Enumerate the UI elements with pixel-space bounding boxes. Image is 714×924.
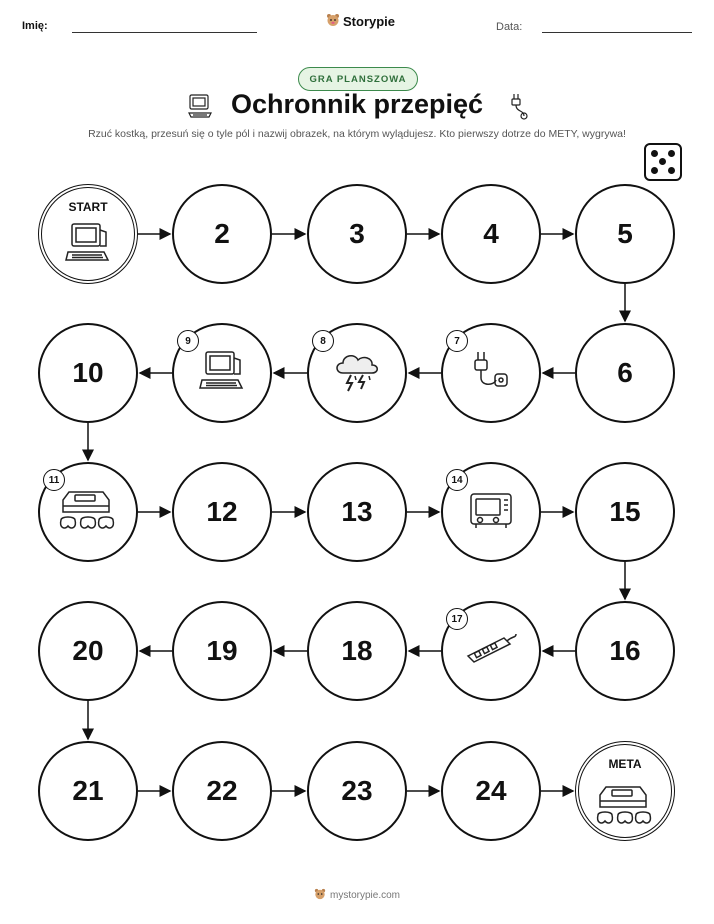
cell-number: 3 xyxy=(349,218,365,249)
board-cell-18 xyxy=(307,601,407,701)
board-cell-12 xyxy=(172,462,272,562)
cell-number: 15 xyxy=(609,496,641,527)
board-cell-24 xyxy=(441,741,541,841)
start-label: START xyxy=(68,200,108,214)
date-label: Data: xyxy=(496,21,523,33)
cell-number: 21 xyxy=(72,775,104,806)
cell-number: 4 xyxy=(483,218,499,249)
board-cell-19 xyxy=(172,601,272,701)
computer-icon xyxy=(64,222,112,269)
cell-number: 10 xyxy=(72,357,104,388)
board-cell-13 xyxy=(307,462,407,562)
board-cell-21 xyxy=(38,741,138,841)
board-cell-16 xyxy=(575,601,675,701)
cell-number: 16 xyxy=(609,635,641,666)
cell-number: 19 xyxy=(206,635,238,666)
cell-number: 24 xyxy=(475,775,507,806)
cell-number-badge: 17 xyxy=(446,608,468,630)
cell-number-badge: 14 xyxy=(446,469,468,491)
cell-number: 5 xyxy=(617,218,633,249)
board-cell-6 xyxy=(575,323,675,423)
game-console-icon xyxy=(57,486,119,539)
microwave-icon xyxy=(468,490,514,535)
page-title: Ochronnik przepięć xyxy=(230,89,484,119)
plug-icon xyxy=(468,348,514,399)
game-console-icon xyxy=(594,781,656,834)
footer xyxy=(0,888,714,903)
cell-number: 23 xyxy=(341,775,373,806)
cell-number-badge: 9 xyxy=(177,330,199,352)
cell-number: 2 xyxy=(214,218,230,249)
board-cell-25 xyxy=(575,741,675,841)
bear-icon xyxy=(314,888,326,903)
cell-number: 13 xyxy=(341,496,373,527)
board-cell-10 xyxy=(38,323,138,423)
game-type-badge: GRA PLANSZOWA xyxy=(298,67,418,91)
brand-name: Storypie xyxy=(343,14,396,29)
board-cell-5 xyxy=(575,184,675,284)
cell-number-badge: 7 xyxy=(446,330,468,352)
storm-cloud-icon xyxy=(333,349,381,398)
computer-icon xyxy=(198,350,246,397)
footer-url: mystorypie.com xyxy=(329,890,400,901)
board-cell-22 xyxy=(172,741,272,841)
power-strip-icon xyxy=(464,632,518,671)
board-cell-2 xyxy=(172,184,272,284)
name-label: Imię: xyxy=(22,20,48,32)
cell-number: 20 xyxy=(72,635,104,666)
board-cell-15 xyxy=(575,462,675,562)
instructions-text: Rzuć kostką, przesuń się o tyle pól i nazwij obrazek, na którym wylądujesz. Kto pierwszy dotrze do METY, wygrywa! xyxy=(88,128,626,140)
cell-number: 12 xyxy=(206,496,238,527)
finish-label: META xyxy=(608,757,642,771)
board-cell-3 xyxy=(307,184,407,284)
board-cell-23 xyxy=(307,741,407,841)
cell-number-badge: 11 xyxy=(43,469,65,491)
cell-number: 22 xyxy=(206,775,238,806)
board-cell-1 xyxy=(38,184,138,284)
board-cell-4 xyxy=(441,184,541,284)
cell-number-badge: 8 xyxy=(312,330,334,352)
board-cell-20 xyxy=(38,601,138,701)
cell-number: 18 xyxy=(341,635,373,666)
cell-number: 6 xyxy=(617,357,633,388)
